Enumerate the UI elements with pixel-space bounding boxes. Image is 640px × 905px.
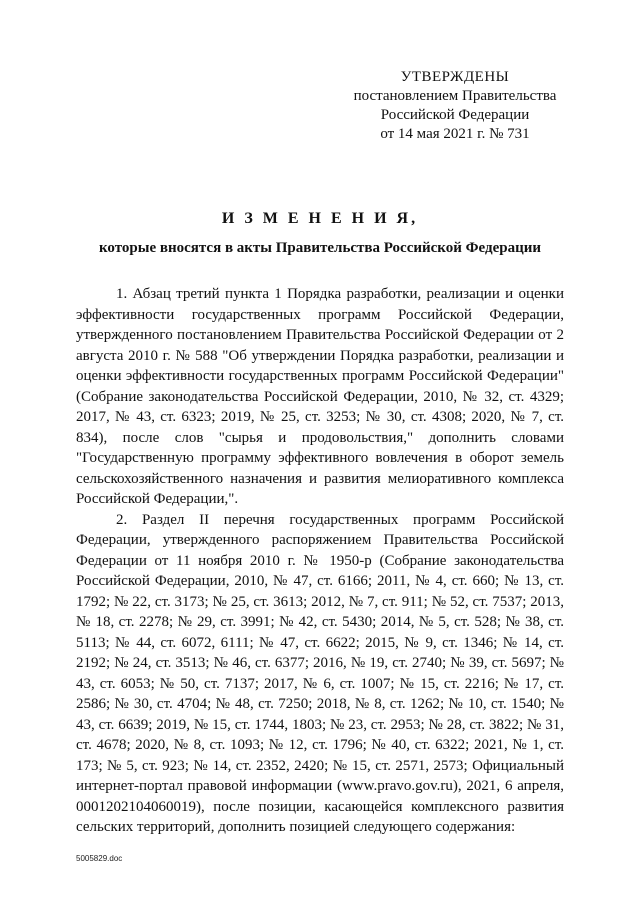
approval-line-date-number: от 14 мая 2021 г. № 731 — [380, 126, 530, 142]
approval-line-resolution: постановлением Правительства — [353, 88, 557, 104]
approval-line-federation: Российской Федерации — [380, 107, 530, 123]
document-title: И З М Е Н Е Н И Я, — [221, 210, 419, 227]
paragraph-2: 2. Раздел II перечня государственных программ Российской Федерации, утвержденного распоряжением Правительства Российской Федерации от 11 ноября 2010 г. № 1950-р (Собрание законодательства Российской Федерации, 2010, № 47, ст. 6166; 2011, № 4, ст. 660; № 13, ст. 1792; № 22, ст. 3173; № 25, ст. 3613; 2012, № 7, ст. 911; № 52, ст. 7537; 2013, № 18, ст. 2278; № 29, ст. 3991; № 42, ст. 5430; 2014, № 5, ст. 528; № 38, ст. 5113; № 44, ст. 6072, 6111; № 47, ст. 6622; 2015, № 9, ст. 1346; № 14, ст. 2192; № 24, ст. 3513; № 46, ст. 6377; 2016, № 19, ст. 2740; № 39, ст. 5697; № 43, ст. 6053; № 50, ст. 7137; 2017, № 6, ст. 1007; № 15, ст. 2216; № 17, ст. 2586; № 30, ст. 4704; № 48, ст. 7250; 2018, № 8, ст. 1262; № 10, ст. 1540; № 43, ст. 6639; 2019, № 15, ст. 1744, 1803; № 23, ст. 2953; № 28, ст. 3822; № 31, ст. 4678; 2020, № 8, ст. 1093; № 12, ст. 1796; № 40, ст. 6322; 2021, № 1, ст. 173; № 5, ст. 923; № 14, ст. 2352, 2420; № 15, ст. 2571, 2573; Официальный интернет-портал правовой информации (www.pravo.gov.ru), 2021, 6 апреля, 0001202104060019), после позиции, касающейся комплексного развития сельских территорий, дополнить позицией следующего содержания: — [76, 511, 564, 835]
document-body — [76, 284, 564, 838]
approval-block — [330, 68, 580, 144]
document-subtitle: которые вносятся в акты Правительства Российской Федерации — [98, 240, 542, 256]
paragraph-1: 1. Абзац третий пункта 1 Порядка разработки, реализации и оценки эффективности государственных программ Российской Федерации, утвержденного постановлением Правительства Российской Федерации от 2 августа 2010 г. № 588 "Об утверждении Порядка разработки, реализации и оценки эффективности государственных программ Российской Федерации" (Собрание законодательства Российской Федерации, 2010, № 32, ст. 4329; 2017, № 43, ст. 6323; 2019, № 25, ст. 3253; № 30, ст. 4308; 2020, № 7, ст. 834), после слов "сырья и продовольствия," дополнить словами "Государственную программу эффективного вовлечения в оборот земель сельскохозяйственного назначения и развития мелиоративного комплекса Российской Федерации,". — [76, 286, 564, 507]
approval-heading: УТВЕРЖДЕНЫ — [400, 69, 510, 85]
file-name-footer: 5005829.doc — [76, 854, 123, 863]
